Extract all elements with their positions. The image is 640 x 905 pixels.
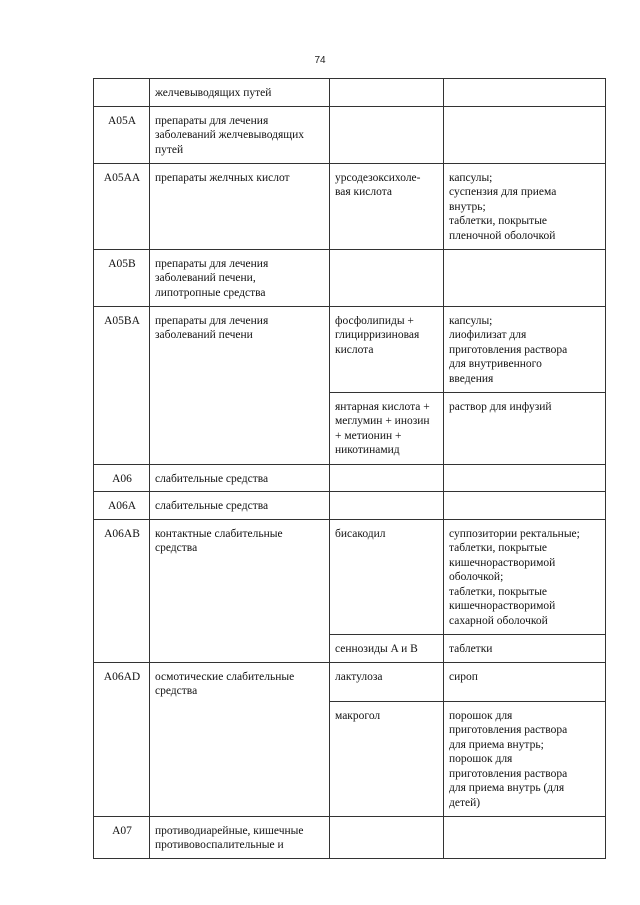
dosage-forms-cell: суппозитории ректальные; таблетки, покрытые кишечнорастворимой оболочкой; таблетки, покрытые кишечнорастворимой сахарной оболочкой (444, 519, 606, 634)
dosage-forms-cell: порошок для приготовления раствора для приема внутрь; порошок для приготовления раствора для приема внутрь (для детей) (444, 701, 606, 816)
group-name-cell: препараты для лечения заболеваний печени (150, 306, 330, 464)
substance-cell: бисакодил (330, 519, 444, 634)
dosage-forms-cell: таблетки (444, 634, 606, 662)
dosage-forms-cell: сироп (444, 662, 606, 701)
drug-classification-table (93, 78, 606, 859)
dosage-forms-cell: раствор для инфузий (444, 392, 606, 464)
atc-code-cell: A06A (94, 492, 150, 520)
atc-code-cell: A05AA (94, 163, 150, 249)
atc-code-cell: A07 (94, 816, 150, 858)
table-row (94, 79, 606, 107)
table-row (94, 106, 606, 163)
substance-cell (330, 106, 444, 163)
substance-cell (330, 492, 444, 520)
table-row (94, 662, 606, 701)
substance-cell (330, 79, 444, 107)
atc-code-cell: A05A (94, 106, 150, 163)
dosage-forms-cell (444, 79, 606, 107)
substance-cell (330, 464, 444, 492)
substance-cell: янтарная кислота + меглумин + инозин + метионин + никотинамид (330, 392, 444, 464)
group-name-cell: осмотические слабительные средства (150, 662, 330, 816)
table-row (94, 492, 606, 520)
dosage-forms-cell (444, 816, 606, 858)
group-name-cell: препараты для лечения заболеваний желчевыводящих путей (150, 106, 330, 163)
dosage-forms-cell (444, 492, 606, 520)
group-name-cell: противодиарейные, кишечные противовоспалительные и (150, 816, 330, 858)
group-name-cell: препараты для лечения заболеваний печени, липотропные средства (150, 249, 330, 306)
substance-cell: макрогол (330, 701, 444, 816)
substance-cell: урсодезоксихоле- вая кислота (330, 163, 444, 249)
atc-code-cell: A06AB (94, 519, 150, 662)
substance-cell: фосфолипиды + глицирризиновая кислота (330, 306, 444, 392)
group-name-cell: слабительные средства (150, 464, 330, 492)
table-row (94, 519, 606, 634)
dosage-forms-cell (444, 106, 606, 163)
table-row (94, 306, 606, 392)
substance-cell: сеннозиды A и B (330, 634, 444, 662)
group-name-cell: слабительные средства (150, 492, 330, 520)
page-number: 74 (314, 55, 326, 66)
group-name-cell: контактные слабительные средства (150, 519, 330, 662)
table-row (94, 163, 606, 249)
table-row (94, 464, 606, 492)
substance-cell: лактулоза (330, 662, 444, 701)
atc-code-cell: A05BA (94, 306, 150, 464)
dosage-forms-cell: капсулы; лиофилизат для приготовления раствора для внутривенного введения (444, 306, 606, 392)
dosage-forms-cell: капсулы; суспензия для приема внутрь; таблетки, покрытые пленочной оболочкой (444, 163, 606, 249)
group-name-cell: желчевыводящих путей (150, 79, 330, 107)
atc-code-cell: A06 (94, 464, 150, 492)
substance-cell (330, 816, 444, 858)
group-name-cell: препараты желчных кислот (150, 163, 330, 249)
dosage-forms-cell (444, 464, 606, 492)
atc-code-cell: A06AD (94, 662, 150, 816)
substance-cell (330, 249, 444, 306)
dosage-forms-cell (444, 249, 606, 306)
table-row (94, 816, 606, 858)
atc-code-cell: A05B (94, 249, 150, 306)
atc-code-cell (94, 79, 150, 107)
table-row (94, 249, 606, 306)
